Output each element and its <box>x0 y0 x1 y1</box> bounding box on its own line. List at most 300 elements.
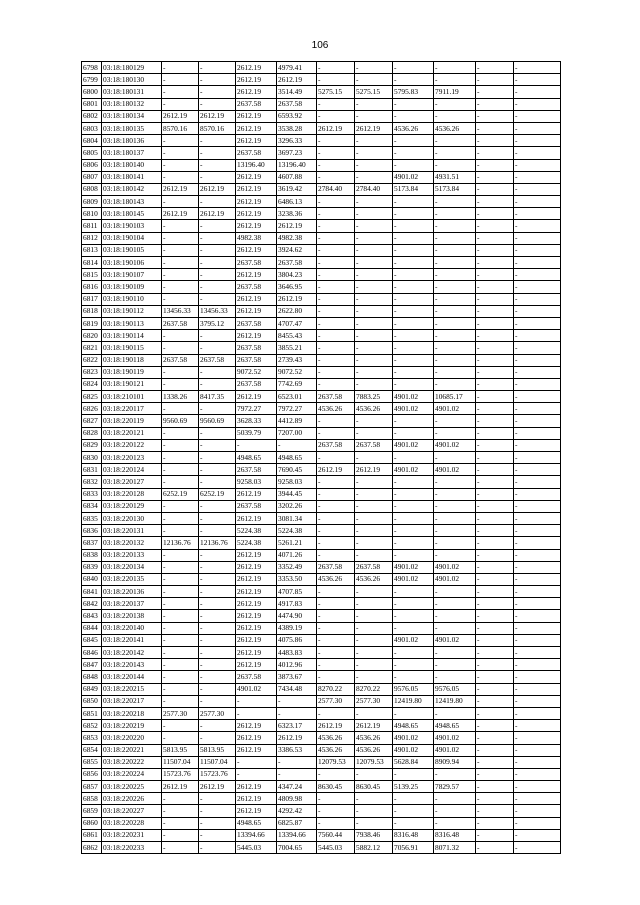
table-cell: - <box>434 817 476 829</box>
table-row <box>82 342 561 354</box>
table-cell: - <box>199 330 236 342</box>
table-cell: - <box>476 805 514 817</box>
table-cell: 6844 <box>82 622 102 634</box>
table-cell: 13196.40 <box>277 159 317 171</box>
table-cell: 2612.19 <box>236 598 277 610</box>
table-cell: - <box>393 110 434 122</box>
table-row <box>82 647 561 659</box>
table-cell: - <box>162 86 199 98</box>
table-cell: 12419.80 <box>434 695 476 707</box>
table-cell: - <box>434 647 476 659</box>
table-cell: 7690.45 <box>277 464 317 476</box>
table-cell: - <box>236 707 277 719</box>
table-cell: - <box>162 439 199 451</box>
table-cell: - <box>162 549 199 561</box>
table-cell: - <box>162 634 199 646</box>
table-cell: 03:18:190110 <box>102 293 162 305</box>
table-cell: 4901.02 <box>393 744 434 756</box>
table-row <box>82 427 561 439</box>
table-cell: - <box>162 171 199 183</box>
table-cell: 03:18:220132 <box>102 537 162 549</box>
table-cell: 03:18:220140 <box>102 622 162 634</box>
table-cell: - <box>514 549 561 561</box>
table-cell: - <box>476 842 514 854</box>
table-cell: 6486.13 <box>277 196 317 208</box>
table-cell: - <box>317 305 355 317</box>
table-cell: 2612.19 <box>236 74 277 86</box>
table-cell: - <box>514 74 561 86</box>
table-cell: 4901.02 <box>434 732 476 744</box>
table-cell: 6848 <box>82 671 102 683</box>
table-cell: - <box>393 98 434 110</box>
table-cell: - <box>162 403 199 415</box>
table-cell: 6860 <box>82 817 102 829</box>
table-cell: 7207.00 <box>277 427 317 439</box>
table-cell: - <box>393 135 434 147</box>
table-cell: 4075.86 <box>277 634 317 646</box>
table-cell: 2612.19 <box>236 122 277 134</box>
table-cell: - <box>199 805 236 817</box>
table-cell: 2612.19 <box>199 781 236 793</box>
table-cell: 3352.49 <box>277 561 317 573</box>
table-cell: - <box>476 232 514 244</box>
table-cell: - <box>317 427 355 439</box>
table-cell: 2612.19 <box>162 183 199 195</box>
table-cell: 03:18:190109 <box>102 281 162 293</box>
table-cell: 5224.38 <box>236 525 277 537</box>
table-cell: 13196.40 <box>236 159 277 171</box>
table-cell: - <box>199 196 236 208</box>
table-cell: 8570.16 <box>162 122 199 134</box>
table-cell: - <box>199 342 236 354</box>
table-cell: - <box>317 610 355 622</box>
data-table <box>81 61 561 854</box>
table-cell: 03:18:220224 <box>102 768 162 780</box>
table-cell: - <box>434 342 476 354</box>
table-cell: 4536.26 <box>355 744 393 756</box>
table-cell: - <box>162 244 199 256</box>
table-cell: - <box>162 74 199 86</box>
table-cell: 6846 <box>82 647 102 659</box>
table-cell: - <box>162 366 199 378</box>
table-cell: 12079.53 <box>355 756 393 768</box>
table-cell: - <box>476 317 514 329</box>
table-cell: - <box>355 378 393 390</box>
table-cell: - <box>393 525 434 537</box>
table-cell: - <box>317 525 355 537</box>
table-cell: 6801 <box>82 98 102 110</box>
table-cell: 2577.30 <box>162 707 199 719</box>
table-cell: - <box>162 378 199 390</box>
table-cell: 2612.19 <box>236 391 277 403</box>
table-cell: 7742.69 <box>277 378 317 390</box>
table-cell: 6824 <box>82 378 102 390</box>
table-cell: 4071.26 <box>277 549 317 561</box>
table-cell: - <box>355 500 393 512</box>
table-cell: 2637.58 <box>236 671 277 683</box>
table-cell: - <box>162 805 199 817</box>
table-cell: - <box>162 500 199 512</box>
table-cell: - <box>355 537 393 549</box>
table-cell: - <box>355 817 393 829</box>
table-cell: - <box>476 586 514 598</box>
table-cell: 4948.65 <box>393 720 434 732</box>
table-cell: - <box>199 86 236 98</box>
table-cell: - <box>514 281 561 293</box>
table-cell: 4982.38 <box>236 232 277 244</box>
table-cell: - <box>476 659 514 671</box>
table-cell: 03:18:220233 <box>102 842 162 854</box>
table-cell: - <box>514 147 561 159</box>
table-cell: 2784.40 <box>317 183 355 195</box>
table-cell: 03:18:220143 <box>102 659 162 671</box>
table-cell: - <box>476 707 514 719</box>
table-cell: 6847 <box>82 659 102 671</box>
table-cell: 6856 <box>82 768 102 780</box>
table-row <box>82 744 561 756</box>
table-cell: - <box>514 695 561 707</box>
table-cell: 6823 <box>82 366 102 378</box>
table-cell: 6833 <box>82 488 102 500</box>
table-cell: 2637.58 <box>277 98 317 110</box>
table-cell: - <box>434 452 476 464</box>
table-cell: 3646.95 <box>277 281 317 293</box>
table-cell: - <box>355 74 393 86</box>
table-cell: 6855 <box>82 756 102 768</box>
table-cell: 6850 <box>82 695 102 707</box>
table-cell: - <box>355 793 393 805</box>
table-cell: 6843 <box>82 610 102 622</box>
table-cell: - <box>199 549 236 561</box>
table-cell: - <box>434 586 476 598</box>
table-row <box>82 98 561 110</box>
table-row <box>82 756 561 768</box>
table-cell: 2612.19 <box>236 647 277 659</box>
table-cell: 03:18:180140 <box>102 159 162 171</box>
table-cell: 4607.88 <box>277 171 317 183</box>
table-cell: 3944.45 <box>277 488 317 500</box>
table-cell: 2612.19 <box>236 805 277 817</box>
table-cell: 2612.19 <box>236 573 277 585</box>
table-cell: 03:18:210101 <box>102 391 162 403</box>
table-cell: 03:18:220129 <box>102 500 162 512</box>
table-cell: 03:18:190118 <box>102 354 162 366</box>
table-cell: - <box>434 707 476 719</box>
table-cell: - <box>514 586 561 598</box>
table-cell: 9560.69 <box>199 415 236 427</box>
table-cell: - <box>476 427 514 439</box>
table-cell: - <box>393 244 434 256</box>
table-cell: 4483.83 <box>277 647 317 659</box>
table-cell: - <box>162 683 199 695</box>
table-cell: 2784.40 <box>355 183 393 195</box>
table-cell: - <box>236 756 277 768</box>
table-cell: 2612.19 <box>236 269 277 281</box>
table-cell: 03:18:190104 <box>102 232 162 244</box>
table-cell: - <box>476 476 514 488</box>
table-cell: - <box>162 293 199 305</box>
table-row <box>82 842 561 854</box>
table-cell: - <box>317 293 355 305</box>
table-cell: 2612.19 <box>236 305 277 317</box>
table-cell: 5261.21 <box>277 537 317 549</box>
table-cell: 4901.02 <box>393 464 434 476</box>
table-cell: 6803 <box>82 122 102 134</box>
table-cell: - <box>514 110 561 122</box>
table-cell: - <box>393 622 434 634</box>
table-cell: - <box>514 464 561 476</box>
table-cell: - <box>277 756 317 768</box>
table-cell: - <box>162 232 199 244</box>
table-row <box>82 732 561 744</box>
table-cell: 6831 <box>82 464 102 476</box>
table-cell: - <box>476 695 514 707</box>
table-cell: - <box>514 805 561 817</box>
table-cell: - <box>162 476 199 488</box>
table-cell: 8270.22 <box>355 683 393 695</box>
table-cell: 4948.65 <box>236 817 277 829</box>
table-cell: 6838 <box>82 549 102 561</box>
table-cell: 4809.98 <box>277 793 317 805</box>
table-cell: - <box>514 391 561 403</box>
table-cell: 03:18:180135 <box>102 122 162 134</box>
table-cell: - <box>355 232 393 244</box>
table-cell: - <box>476 110 514 122</box>
table-cell: 2612.19 <box>236 244 277 256</box>
table-cell: 4901.02 <box>434 634 476 646</box>
table-cell: 03:18:190105 <box>102 244 162 256</box>
table-cell: - <box>434 62 476 74</box>
table-cell: 6845 <box>82 634 102 646</box>
table-cell: - <box>162 62 199 74</box>
table-cell: 9072.52 <box>236 366 277 378</box>
table-cell: 2612.19 <box>236 634 277 646</box>
table-row <box>82 147 561 159</box>
table-cell: 2637.58 <box>236 147 277 159</box>
table-cell: 4901.02 <box>236 683 277 695</box>
table-row <box>82 171 561 183</box>
table-cell: 6854 <box>82 744 102 756</box>
table-cell: - <box>355 805 393 817</box>
table-cell: 03:18:220130 <box>102 512 162 524</box>
table-cell: - <box>434 196 476 208</box>
table-cell: - <box>162 269 199 281</box>
table-cell: - <box>317 415 355 427</box>
table-cell: 6825.87 <box>277 817 317 829</box>
table-cell: - <box>317 793 355 805</box>
table-cell: 2612.19 <box>199 208 236 220</box>
table-cell: - <box>434 598 476 610</box>
table-cell: 2637.58 <box>236 378 277 390</box>
table-cell: 2637.58 <box>236 257 277 269</box>
table-cell: 2637.58 <box>236 342 277 354</box>
table-cell: - <box>476 647 514 659</box>
table-cell: - <box>514 659 561 671</box>
table-cell: - <box>393 378 434 390</box>
table-row <box>82 586 561 598</box>
table-cell: 6862 <box>82 842 102 854</box>
table-cell: 11507.04 <box>199 756 236 768</box>
table-row <box>82 208 561 220</box>
table-cell: 03:18:180131 <box>102 86 162 98</box>
table-cell: 2612.19 <box>236 220 277 232</box>
table-cell: 03:18:220144 <box>102 671 162 683</box>
table-cell: - <box>476 768 514 780</box>
table-cell: 4389.19 <box>277 622 317 634</box>
table-cell: 6814 <box>82 257 102 269</box>
table-cell: - <box>199 220 236 232</box>
table-cell: - <box>199 610 236 622</box>
table-cell: - <box>393 147 434 159</box>
table-cell: - <box>199 561 236 573</box>
table-cell: 13456.33 <box>162 305 199 317</box>
table-cell: - <box>434 768 476 780</box>
table-row <box>82 244 561 256</box>
table-cell: 4901.02 <box>434 561 476 573</box>
table-cell: 15723.76 <box>199 768 236 780</box>
table-cell: 6852 <box>82 720 102 732</box>
table-cell: - <box>476 439 514 451</box>
table-cell: - <box>199 98 236 110</box>
table-cell: 4901.02 <box>434 439 476 451</box>
table-cell: - <box>476 171 514 183</box>
table-cell: - <box>514 62 561 74</box>
table-cell: - <box>317 488 355 500</box>
table-cell: 03:18:220133 <box>102 549 162 561</box>
table-cell: 15723.76 <box>162 768 199 780</box>
table-cell: - <box>317 598 355 610</box>
table-cell: - <box>476 62 514 74</box>
table-cell: - <box>514 183 561 195</box>
table-cell: - <box>514 732 561 744</box>
table-cell: - <box>393 257 434 269</box>
table-cell: 6839 <box>82 561 102 573</box>
table-cell: - <box>476 159 514 171</box>
table-cell: 03:18:180132 <box>102 98 162 110</box>
table-cell: 8909.94 <box>434 756 476 768</box>
table-cell: - <box>434 159 476 171</box>
table-cell: 9072.52 <box>277 366 317 378</box>
table-cell: 3538.28 <box>277 122 317 134</box>
table-row <box>82 695 561 707</box>
table-cell: - <box>162 98 199 110</box>
table-cell: 4901.02 <box>393 439 434 451</box>
table-cell: 3795.12 <box>199 317 236 329</box>
table-cell: - <box>476 622 514 634</box>
table-cell: - <box>199 720 236 732</box>
table-cell: - <box>162 452 199 464</box>
table-cell: - <box>236 695 277 707</box>
table-cell: 6834 <box>82 500 102 512</box>
table-cell: - <box>434 537 476 549</box>
table-cell: - <box>514 330 561 342</box>
table-cell: - <box>476 561 514 573</box>
table-row <box>82 537 561 549</box>
table-cell: 6836 <box>82 525 102 537</box>
table-cell: - <box>393 330 434 342</box>
table-cell: 03:18:190114 <box>102 330 162 342</box>
table-row <box>82 305 561 317</box>
table-body <box>82 62 561 854</box>
table-cell: 6800 <box>82 86 102 98</box>
table-cell: - <box>434 415 476 427</box>
table-cell: - <box>317 110 355 122</box>
table-cell: - <box>162 427 199 439</box>
table-cell: 5224.38 <box>236 537 277 549</box>
table-cell: 8630.45 <box>317 781 355 793</box>
table-cell: 2612.19 <box>236 488 277 500</box>
page-number: 106 <box>311 40 329 51</box>
table-cell: 6853 <box>82 732 102 744</box>
table-cell: 3353.50 <box>277 573 317 585</box>
table-cell: 2577.30 <box>317 695 355 707</box>
table-cell: - <box>199 586 236 598</box>
table-cell: 4901.02 <box>393 403 434 415</box>
table-cell: 7560.44 <box>317 829 355 841</box>
table-cell: 6840 <box>82 573 102 585</box>
table-cell: 12136.76 <box>199 537 236 549</box>
table-cell: 03:18:220128 <box>102 488 162 500</box>
table-cell: 5039.79 <box>236 427 277 439</box>
table-cell: - <box>162 573 199 585</box>
table-cell: - <box>355 549 393 561</box>
table-cell: 2612.19 <box>236 196 277 208</box>
table-cell: - <box>317 634 355 646</box>
table-cell: - <box>514 525 561 537</box>
table-cell: - <box>199 793 236 805</box>
table-cell: - <box>476 305 514 317</box>
table-cell: 6811 <box>82 220 102 232</box>
table-cell: 2612.19 <box>236 732 277 744</box>
table-cell: - <box>162 220 199 232</box>
table-cell: 10685.17 <box>434 391 476 403</box>
table-cell: - <box>162 512 199 524</box>
table-cell: - <box>162 829 199 841</box>
table-cell: - <box>393 488 434 500</box>
table-cell: 2612.19 <box>236 183 277 195</box>
table-cell: - <box>514 671 561 683</box>
table-cell: 2612.19 <box>317 464 355 476</box>
table-cell: - <box>355 257 393 269</box>
table-cell: - <box>434 330 476 342</box>
table-row <box>82 330 561 342</box>
table-cell: 2637.58 <box>317 561 355 573</box>
table-cell: - <box>355 196 393 208</box>
table-cell: 2612.19 <box>162 110 199 122</box>
table-cell: - <box>317 354 355 366</box>
table-cell: 2612.19 <box>236 110 277 122</box>
table-cell: - <box>199 232 236 244</box>
table-cell: 03:18:180141 <box>102 171 162 183</box>
table-cell: 03:18:220221 <box>102 744 162 756</box>
table-cell: - <box>476 281 514 293</box>
table-cell: 4901.02 <box>393 391 434 403</box>
table-cell: - <box>317 768 355 780</box>
table-cell: - <box>514 817 561 829</box>
table-cell: - <box>355 427 393 439</box>
table-cell: 2612.19 <box>236 744 277 756</box>
table-cell: 6830 <box>82 452 102 464</box>
table-cell: - <box>514 476 561 488</box>
table-cell: - <box>199 817 236 829</box>
table-cell: 6849 <box>82 683 102 695</box>
table-cell: - <box>355 62 393 74</box>
table-row <box>82 415 561 427</box>
table-cell: - <box>434 366 476 378</box>
table-cell: 2612.19 <box>236 135 277 147</box>
table-cell: 4901.02 <box>393 573 434 585</box>
table-cell: - <box>199 62 236 74</box>
